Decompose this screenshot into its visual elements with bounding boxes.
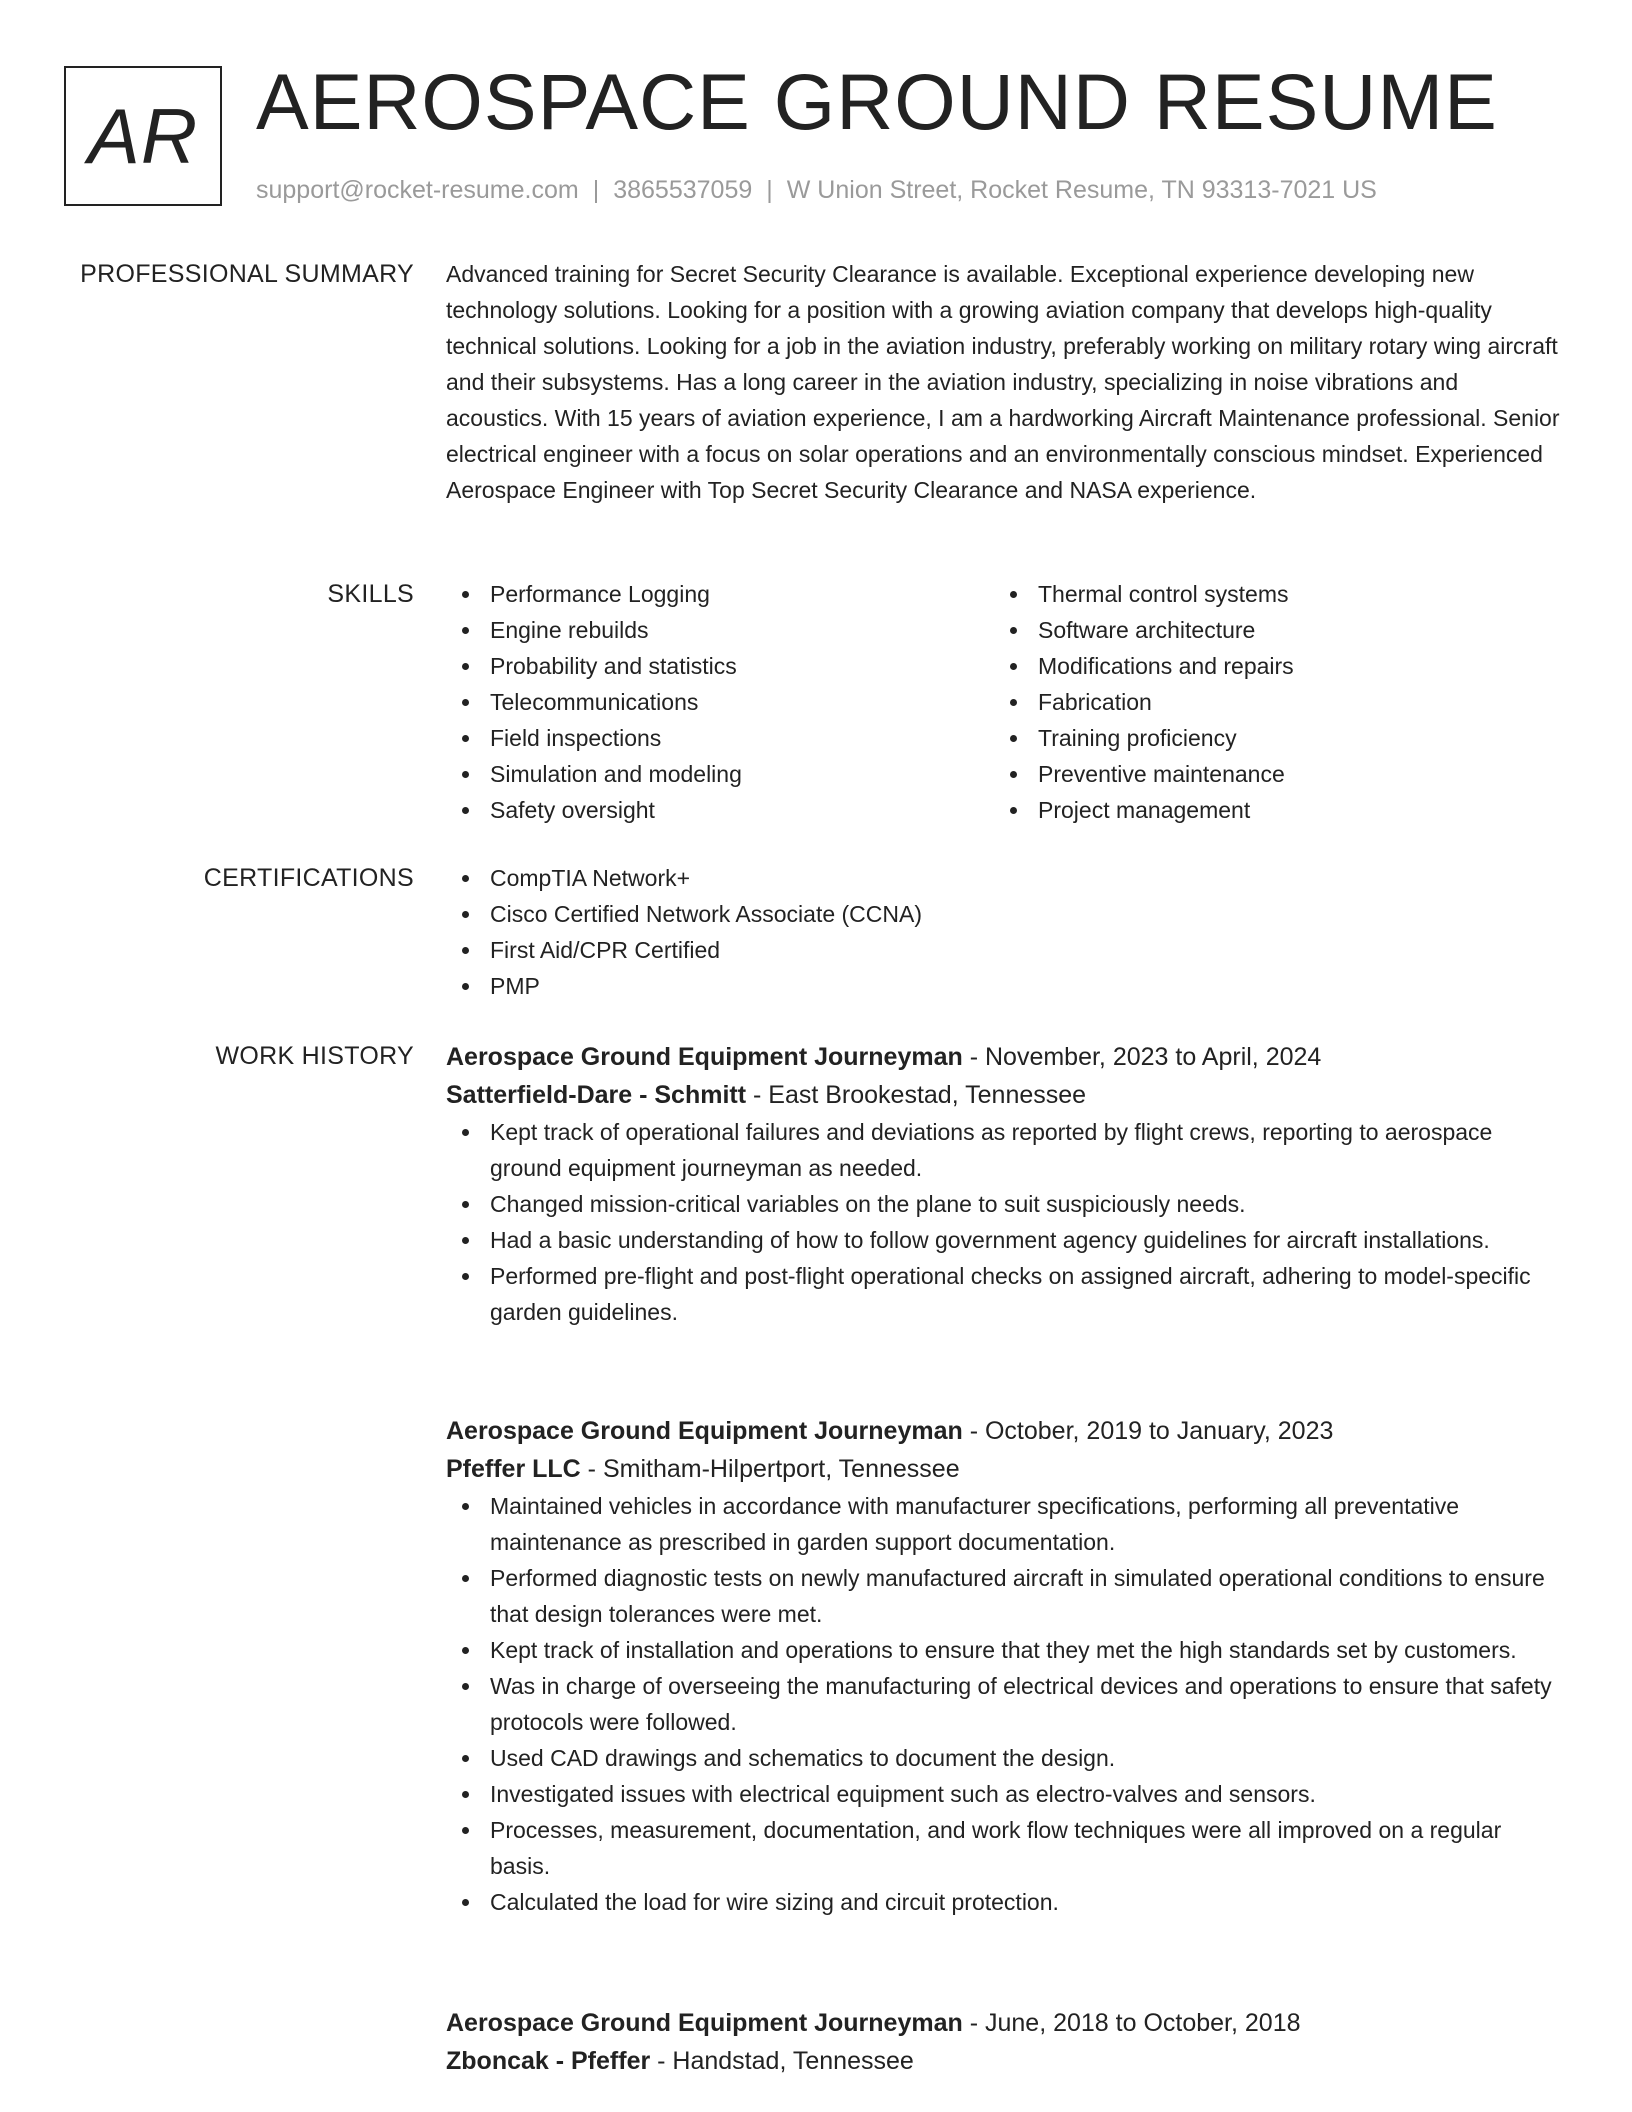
skill-item: Project management [994,792,1542,828]
skill-item: Performance Logging [446,576,994,612]
job-bullet: Had a basic understanding of how to follow government agency guidelines for aircraft installations. [446,1222,1562,1258]
job-bullets [446,1114,1562,1330]
skill-item: Simulation and modeling [446,756,994,792]
job-company-line [446,1076,1562,1114]
skill-item: Training proficiency [994,720,1542,756]
certification-item: PMP [446,968,1562,1004]
skill-item: Probability and statistics [446,648,994,684]
job-company: Zboncak - Pfeffer [446,2047,651,2075]
job-bullet: Calculated the load for wire sizing and circuit protection. [446,1884,1562,1920]
certification-item: CompTIA Network+ [446,860,1562,896]
job-location: - East Brookestad, Tennessee [746,1081,1087,1109]
job-entry [446,1038,1562,1330]
contact-phone[interactable]: 3865537059 [613,176,753,204]
job-title: Aerospace Ground Equipment Journeyman [446,1417,963,1445]
job-bullet: Kept track of installation and operations to ensure that they met the high standards set by customers. [446,1632,1562,1668]
job-title-line [446,2004,1562,2042]
skill-item: Fabrication [994,684,1542,720]
contact-separator: | [766,176,773,204]
section-label: SKILLS [327,580,414,608]
job-company: Satterfield-Dare - Schmitt [446,1081,747,1109]
job-bullet: Investigated issues with electrical equipment such as electro-valves and sensors. [446,1776,1562,1812]
contact-line [256,174,1377,206]
job-bullet: Processes, measurement, documentation, and work flow techniques were all improved on a regular basis. [446,1812,1562,1884]
skill-item: Safety oversight [446,792,994,828]
job-location: - Handstad, Tennessee [650,2047,914,2075]
skills-list-right [994,576,1542,828]
monogram-logo [64,66,222,206]
section-label: CERTIFICATIONS [203,864,414,892]
job-bullet: Kept track of operational failures and deviations as reported by flight crews, reporting to aerospace ground equipment journeyman as needed. [446,1114,1562,1186]
section-label: WORK HISTORY [215,1042,414,1070]
job-title-line [446,1038,1562,1076]
job-bullet: Changed mission-critical variables on the plane to suit suspiciously needs. [446,1186,1562,1222]
resume-title: AEROSPACE GROUND RESUME [256,57,1498,146]
job-bullet: Performed pre-flight and post-flight operational checks on assigned aircraft, adhering to model-specific garden guidelines. [446,1258,1562,1330]
job-entry [446,2004,1562,2080]
contact-address: W Union Street, Rocket Resume, TN 93313-7021 US [786,176,1377,204]
job-bullets [446,1488,1562,1920]
skills-grid [446,576,1562,828]
job-bullet: Maintained vehicles in accordance with manufacturer specifications, performing all preventative maintenance as prescribed in garden support documentation. [446,1488,1562,1560]
skill-item: Preventive maintenance [994,756,1542,792]
job-title-line [446,1412,1562,1450]
section-body [446,860,1562,1004]
monogram-initials: AR [87,91,199,180]
skill-item: Software architecture [994,612,1542,648]
contact-email[interactable]: support@rocket-resume.com [256,176,579,204]
job-company: Pfeffer LLC [446,1455,581,1483]
summary-text: Advanced training for Secret Security Clearance is available. Exceptional experience developing new technology solutions. Looking for a position with a growing aviation company that develops high-quality technical solutions. Looking for a job in the aviation industry, preferably working on military rotary wing aircraft and their subsystems. Has a long career in the aviation industry, specializing in noise vibrations and acoustics. With 15 years of aviation experience, I am a hardworking Aircraft Maintenance professional. Senior electrical engineer with a focus on solar operations and an environmentally conscious mindset. Experienced Aerospace Engineer with Top Secret Security Clearance and NASA experience. [446,261,1560,503]
job-company-line [446,1450,1562,1488]
job-title: Aerospace Ground Equipment Journeyman [446,1043,963,1071]
job-location: - Smitham-Hilpertport, Tennessee [580,1455,960,1483]
job-bullet: Was in charge of overseeing the manufacturing of electrical devices and operations to ensure that safety protocols were followed. [446,1668,1562,1740]
job-bullet: Used CAD drawings and schematics to document the design. [446,1740,1562,1776]
job-dates: - November, 2023 to April, 2024 [962,1043,1322,1071]
contact-separator: | [592,176,600,204]
skill-item: Thermal control systems [994,576,1542,612]
job-dates: - October, 2019 to January, 2023 [962,1417,1334,1445]
section-body [446,256,1562,508]
job-entry [446,1412,1562,1920]
certification-item: Cisco Certified Network Associate (CCNA) [446,896,1562,932]
section-label: PROFESSIONAL SUMMARY [80,260,414,288]
job-title: Aerospace Ground Equipment Journeyman [446,2009,963,2037]
skill-item: Field inspections [446,720,994,756]
job-bullet: Performed diagnostic tests on newly manufactured aircraft in simulated operational conditions to ensure that design tolerances were met. [446,1560,1562,1632]
skill-item: Engine rebuilds [446,612,994,648]
skill-item: Telecommunications [446,684,994,720]
section-body [446,576,1562,828]
certification-item: First Aid/CPR Certified [446,932,1562,968]
skill-item: Modifications and repairs [994,648,1542,684]
job-dates: - June, 2018 to October, 2018 [962,2009,1301,2037]
skills-list-left [446,576,994,828]
job-company-line [446,2042,1562,2080]
certifications-list [446,860,1562,1004]
